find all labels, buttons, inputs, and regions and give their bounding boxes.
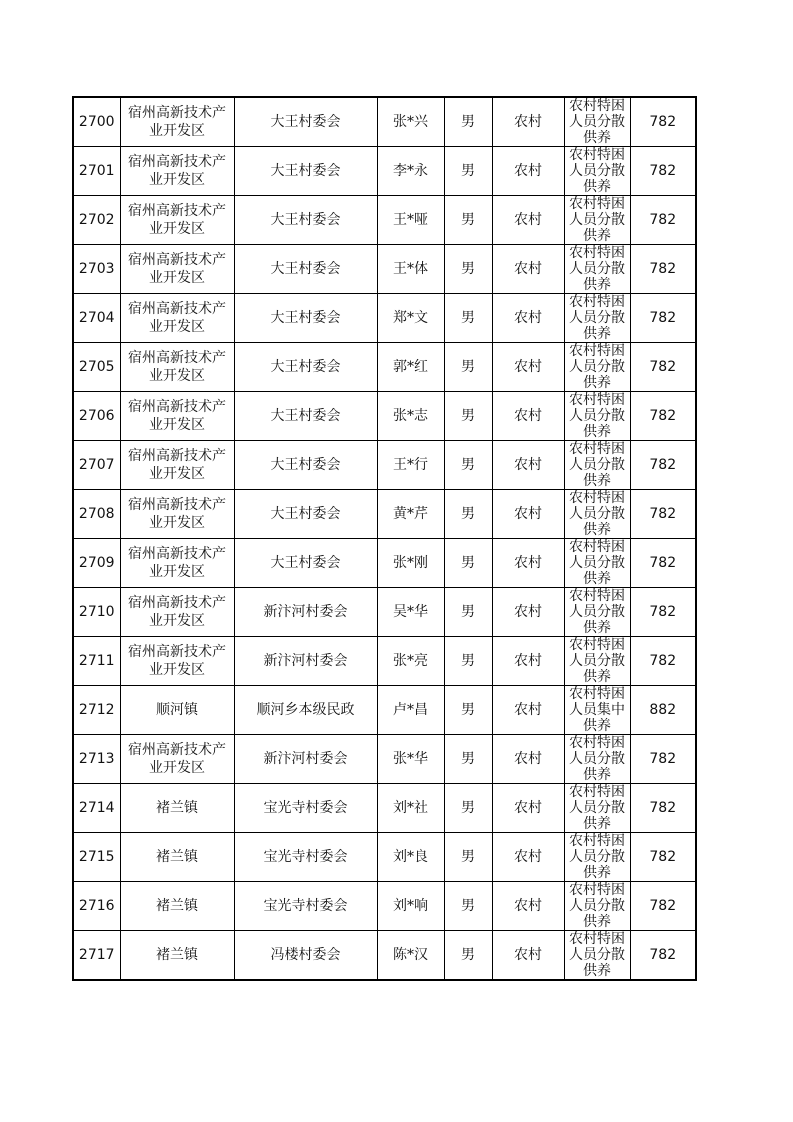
cell-town-text: 宿州高新技术产业开发区 bbox=[128, 497, 226, 531]
cell-gender: 男 bbox=[444, 196, 492, 245]
cell-gender: 男 bbox=[444, 441, 492, 490]
cell-gender: 男 bbox=[444, 833, 492, 882]
cell-area: 农村 bbox=[492, 637, 564, 686]
table-row bbox=[73, 490, 696, 539]
cell-area: 农村 bbox=[492, 343, 564, 392]
cell-town-text: 宿州高新技术产业开发区 bbox=[128, 252, 226, 286]
cell-amount: 782 bbox=[630, 294, 696, 343]
cell-serial-number: 2717 bbox=[73, 931, 120, 981]
cell-support-type-text: 农村特困人员分散供养 bbox=[569, 392, 625, 440]
table-row bbox=[73, 588, 696, 637]
cell-serial-number: 2700 bbox=[73, 97, 120, 147]
cell-area: 农村 bbox=[492, 196, 564, 245]
cell-town-text: 宿州高新技术产业开发区 bbox=[128, 301, 226, 335]
cell-support-type-text: 农村特困人员分散供养 bbox=[569, 441, 625, 489]
cell-name: 吴*华 bbox=[377, 588, 444, 637]
cell-serial-number: 2710 bbox=[73, 588, 120, 637]
cell-area: 农村 bbox=[492, 686, 564, 735]
cell-serial-number: 2706 bbox=[73, 392, 120, 441]
cell-support-type-text: 农村特困人员分散供养 bbox=[569, 294, 625, 342]
cell-town bbox=[120, 441, 234, 490]
cell-village: 新汴河村委会 bbox=[234, 637, 377, 686]
cell-town-text: 宿州高新技术产业开发区 bbox=[128, 644, 226, 678]
cell-gender: 男 bbox=[444, 343, 492, 392]
table-row bbox=[73, 931, 696, 981]
cell-support-type-text: 农村特困人员分散供养 bbox=[569, 931, 625, 979]
cell-gender: 男 bbox=[444, 588, 492, 637]
cell-village: 大王村委会 bbox=[234, 245, 377, 294]
cell-gender: 男 bbox=[444, 882, 492, 931]
cell-village: 宝光寺村委会 bbox=[234, 833, 377, 882]
cell-village: 新汴河村委会 bbox=[234, 588, 377, 637]
cell-serial-number: 2711 bbox=[73, 637, 120, 686]
cell-name: 郭*红 bbox=[377, 343, 444, 392]
cell-support-type bbox=[564, 735, 630, 784]
cell-support-type-text: 农村特困人员分散供养 bbox=[569, 490, 625, 538]
cell-amount: 782 bbox=[630, 784, 696, 833]
cell-town bbox=[120, 294, 234, 343]
cell-area: 农村 bbox=[492, 97, 564, 147]
cell-gender: 男 bbox=[444, 97, 492, 147]
cell-area: 农村 bbox=[492, 882, 564, 931]
cell-village: 大王村委会 bbox=[234, 490, 377, 539]
cell-area: 农村 bbox=[492, 588, 564, 637]
cell-area: 农村 bbox=[492, 931, 564, 981]
cell-serial-number: 2707 bbox=[73, 441, 120, 490]
cell-name: 张*兴 bbox=[377, 97, 444, 147]
cell-support-type-text: 农村特困人员分散供养 bbox=[569, 882, 625, 930]
cell-amount: 782 bbox=[630, 637, 696, 686]
cell-area: 农村 bbox=[492, 784, 564, 833]
cell-gender: 男 bbox=[444, 735, 492, 784]
cell-area: 农村 bbox=[492, 833, 564, 882]
cell-amount: 782 bbox=[630, 343, 696, 392]
cell-area: 农村 bbox=[492, 539, 564, 588]
table-body bbox=[73, 97, 696, 980]
cell-amount: 782 bbox=[630, 931, 696, 981]
cell-village: 大王村委会 bbox=[234, 343, 377, 392]
cell-town-text: 宿州高新技术产业开发区 bbox=[128, 546, 226, 580]
cell-town-text: 宿州高新技术产业开发区 bbox=[128, 448, 226, 482]
cell-support-type bbox=[564, 245, 630, 294]
table-row bbox=[73, 784, 696, 833]
cell-amount: 782 bbox=[630, 97, 696, 147]
cell-village: 大王村委会 bbox=[234, 294, 377, 343]
cell-name: 王*哑 bbox=[377, 196, 444, 245]
cell-serial-number: 2701 bbox=[73, 147, 120, 196]
cell-town bbox=[120, 882, 234, 931]
cell-gender: 男 bbox=[444, 245, 492, 294]
cell-support-type bbox=[564, 833, 630, 882]
cell-town bbox=[120, 686, 234, 735]
table-row bbox=[73, 637, 696, 686]
cell-town-text: 宿州高新技术产业开发区 bbox=[128, 399, 226, 433]
cell-area: 农村 bbox=[492, 735, 564, 784]
cell-town bbox=[120, 196, 234, 245]
cell-support-type bbox=[564, 539, 630, 588]
cell-amount: 782 bbox=[630, 882, 696, 931]
table-row bbox=[73, 343, 696, 392]
cell-support-type bbox=[564, 882, 630, 931]
cell-support-type bbox=[564, 392, 630, 441]
cell-serial-number: 2704 bbox=[73, 294, 120, 343]
cell-village: 宝光寺村委会 bbox=[234, 882, 377, 931]
cell-support-type-text: 农村特困人员集中供养 bbox=[569, 686, 625, 734]
cell-town-text: 褚兰镇 bbox=[156, 800, 198, 816]
cell-name: 张*刚 bbox=[377, 539, 444, 588]
cell-support-type bbox=[564, 147, 630, 196]
cell-town bbox=[120, 490, 234, 539]
cell-town-text: 宿州高新技术产业开发区 bbox=[128, 350, 226, 384]
cell-support-type-text: 农村特困人员分散供养 bbox=[569, 784, 625, 832]
cell-village: 冯楼村委会 bbox=[234, 931, 377, 981]
cell-support-type-text: 农村特困人员分散供养 bbox=[569, 196, 625, 244]
cell-support-type-text: 农村特困人员分散供养 bbox=[569, 343, 625, 391]
cell-serial-number: 2714 bbox=[73, 784, 120, 833]
cell-name: 黄*芹 bbox=[377, 490, 444, 539]
cell-village: 大王村委会 bbox=[234, 441, 377, 490]
cell-serial-number: 2713 bbox=[73, 735, 120, 784]
cell-amount: 782 bbox=[630, 196, 696, 245]
cell-village: 大王村委会 bbox=[234, 392, 377, 441]
cell-town bbox=[120, 735, 234, 784]
cell-support-type-text: 农村特困人员分散供养 bbox=[569, 98, 625, 146]
cell-village: 大王村委会 bbox=[234, 196, 377, 245]
cell-support-type bbox=[564, 588, 630, 637]
cell-amount: 782 bbox=[630, 588, 696, 637]
cell-town bbox=[120, 147, 234, 196]
table-row bbox=[73, 294, 696, 343]
cell-town-text: 宿州高新技术产业开发区 bbox=[128, 742, 226, 776]
cell-amount: 782 bbox=[630, 490, 696, 539]
cell-town bbox=[120, 392, 234, 441]
cell-name: 张*亮 bbox=[377, 637, 444, 686]
cell-town-text: 宿州高新技术产业开发区 bbox=[128, 595, 226, 629]
cell-town-text: 宿州高新技术产业开发区 bbox=[128, 105, 226, 139]
table-row bbox=[73, 97, 696, 147]
cell-support-type bbox=[564, 294, 630, 343]
cell-gender: 男 bbox=[444, 392, 492, 441]
table-row bbox=[73, 392, 696, 441]
cell-support-type bbox=[564, 490, 630, 539]
cell-name: 刘*良 bbox=[377, 833, 444, 882]
cell-amount: 782 bbox=[630, 735, 696, 784]
cell-amount: 782 bbox=[630, 539, 696, 588]
cell-name: 陈*汉 bbox=[377, 931, 444, 981]
cell-town-text: 顺河镇 bbox=[156, 702, 198, 718]
cell-amount: 782 bbox=[630, 245, 696, 294]
cell-village: 宝光寺村委会 bbox=[234, 784, 377, 833]
cell-name: 刘*社 bbox=[377, 784, 444, 833]
cell-serial-number: 2712 bbox=[73, 686, 120, 735]
cell-name: 卢*昌 bbox=[377, 686, 444, 735]
table-row bbox=[73, 245, 696, 294]
cell-gender: 男 bbox=[444, 637, 492, 686]
cell-town bbox=[120, 833, 234, 882]
cell-serial-number: 2705 bbox=[73, 343, 120, 392]
cell-serial-number: 2708 bbox=[73, 490, 120, 539]
cell-gender: 男 bbox=[444, 784, 492, 833]
cell-support-type bbox=[564, 441, 630, 490]
cell-support-type-text: 农村特困人员分散供养 bbox=[569, 637, 625, 685]
table-row bbox=[73, 735, 696, 784]
cell-gender: 男 bbox=[444, 931, 492, 981]
cell-town-text: 宿州高新技术产业开发区 bbox=[128, 154, 226, 188]
cell-gender: 男 bbox=[444, 294, 492, 343]
cell-support-type bbox=[564, 784, 630, 833]
cell-town bbox=[120, 245, 234, 294]
cell-name: 郑*文 bbox=[377, 294, 444, 343]
cell-support-type bbox=[564, 637, 630, 686]
table-row bbox=[73, 833, 696, 882]
cell-support-type-text: 农村特困人员分散供养 bbox=[569, 833, 625, 881]
cell-area: 农村 bbox=[492, 392, 564, 441]
cell-gender: 男 bbox=[444, 490, 492, 539]
cell-area: 农村 bbox=[492, 294, 564, 343]
table-row bbox=[73, 539, 696, 588]
cell-village: 大王村委会 bbox=[234, 147, 377, 196]
cell-name: 王*行 bbox=[377, 441, 444, 490]
cell-town-text: 褚兰镇 bbox=[156, 898, 198, 914]
cell-village: 顺河乡本级民政 bbox=[234, 686, 377, 735]
cell-serial-number: 2703 bbox=[73, 245, 120, 294]
cell-support-type-text: 农村特困人员分散供养 bbox=[569, 147, 625, 195]
cell-town bbox=[120, 784, 234, 833]
cell-amount: 782 bbox=[630, 392, 696, 441]
cell-gender: 男 bbox=[444, 686, 492, 735]
table-row bbox=[73, 882, 696, 931]
cell-serial-number: 2709 bbox=[73, 539, 120, 588]
cell-amount: 882 bbox=[630, 686, 696, 735]
cell-support-type bbox=[564, 97, 630, 147]
table-row bbox=[73, 441, 696, 490]
cell-support-type-text: 农村特困人员分散供养 bbox=[569, 245, 625, 293]
cell-town-text: 宿州高新技术产业开发区 bbox=[128, 203, 226, 237]
cell-town bbox=[120, 343, 234, 392]
cell-serial-number: 2716 bbox=[73, 882, 120, 931]
cell-serial-number: 2702 bbox=[73, 196, 120, 245]
cell-name: 张*华 bbox=[377, 735, 444, 784]
cell-village: 大王村委会 bbox=[234, 97, 377, 147]
cell-area: 农村 bbox=[492, 245, 564, 294]
cell-town bbox=[120, 588, 234, 637]
cell-name: 王*体 bbox=[377, 245, 444, 294]
cell-amount: 782 bbox=[630, 833, 696, 882]
cell-area: 农村 bbox=[492, 147, 564, 196]
cell-support-type bbox=[564, 343, 630, 392]
cell-amount: 782 bbox=[630, 147, 696, 196]
table-row bbox=[73, 147, 696, 196]
cell-gender: 男 bbox=[444, 147, 492, 196]
cell-village: 新汴河村委会 bbox=[234, 735, 377, 784]
cell-village: 大王村委会 bbox=[234, 539, 377, 588]
table-row bbox=[73, 196, 696, 245]
cell-amount: 782 bbox=[630, 441, 696, 490]
cell-name: 张*志 bbox=[377, 392, 444, 441]
cell-name: 刘*响 bbox=[377, 882, 444, 931]
table-row bbox=[73, 686, 696, 735]
cell-support-type bbox=[564, 686, 630, 735]
cell-town bbox=[120, 931, 234, 981]
cell-town bbox=[120, 539, 234, 588]
cell-town bbox=[120, 637, 234, 686]
cell-support-type-text: 农村特困人员分散供养 bbox=[569, 588, 625, 636]
cell-town bbox=[120, 97, 234, 147]
roster-table bbox=[72, 96, 697, 981]
cell-serial-number: 2715 bbox=[73, 833, 120, 882]
cell-support-type-text: 农村特困人员分散供养 bbox=[569, 539, 625, 587]
cell-town-text: 褚兰镇 bbox=[156, 947, 198, 963]
cell-gender: 男 bbox=[444, 539, 492, 588]
cell-town-text: 褚兰镇 bbox=[156, 849, 198, 865]
cell-area: 农村 bbox=[492, 441, 564, 490]
cell-name: 李*永 bbox=[377, 147, 444, 196]
cell-area: 农村 bbox=[492, 490, 564, 539]
cell-support-type-text: 农村特困人员分散供养 bbox=[569, 735, 625, 783]
cell-support-type bbox=[564, 196, 630, 245]
cell-support-type bbox=[564, 931, 630, 981]
